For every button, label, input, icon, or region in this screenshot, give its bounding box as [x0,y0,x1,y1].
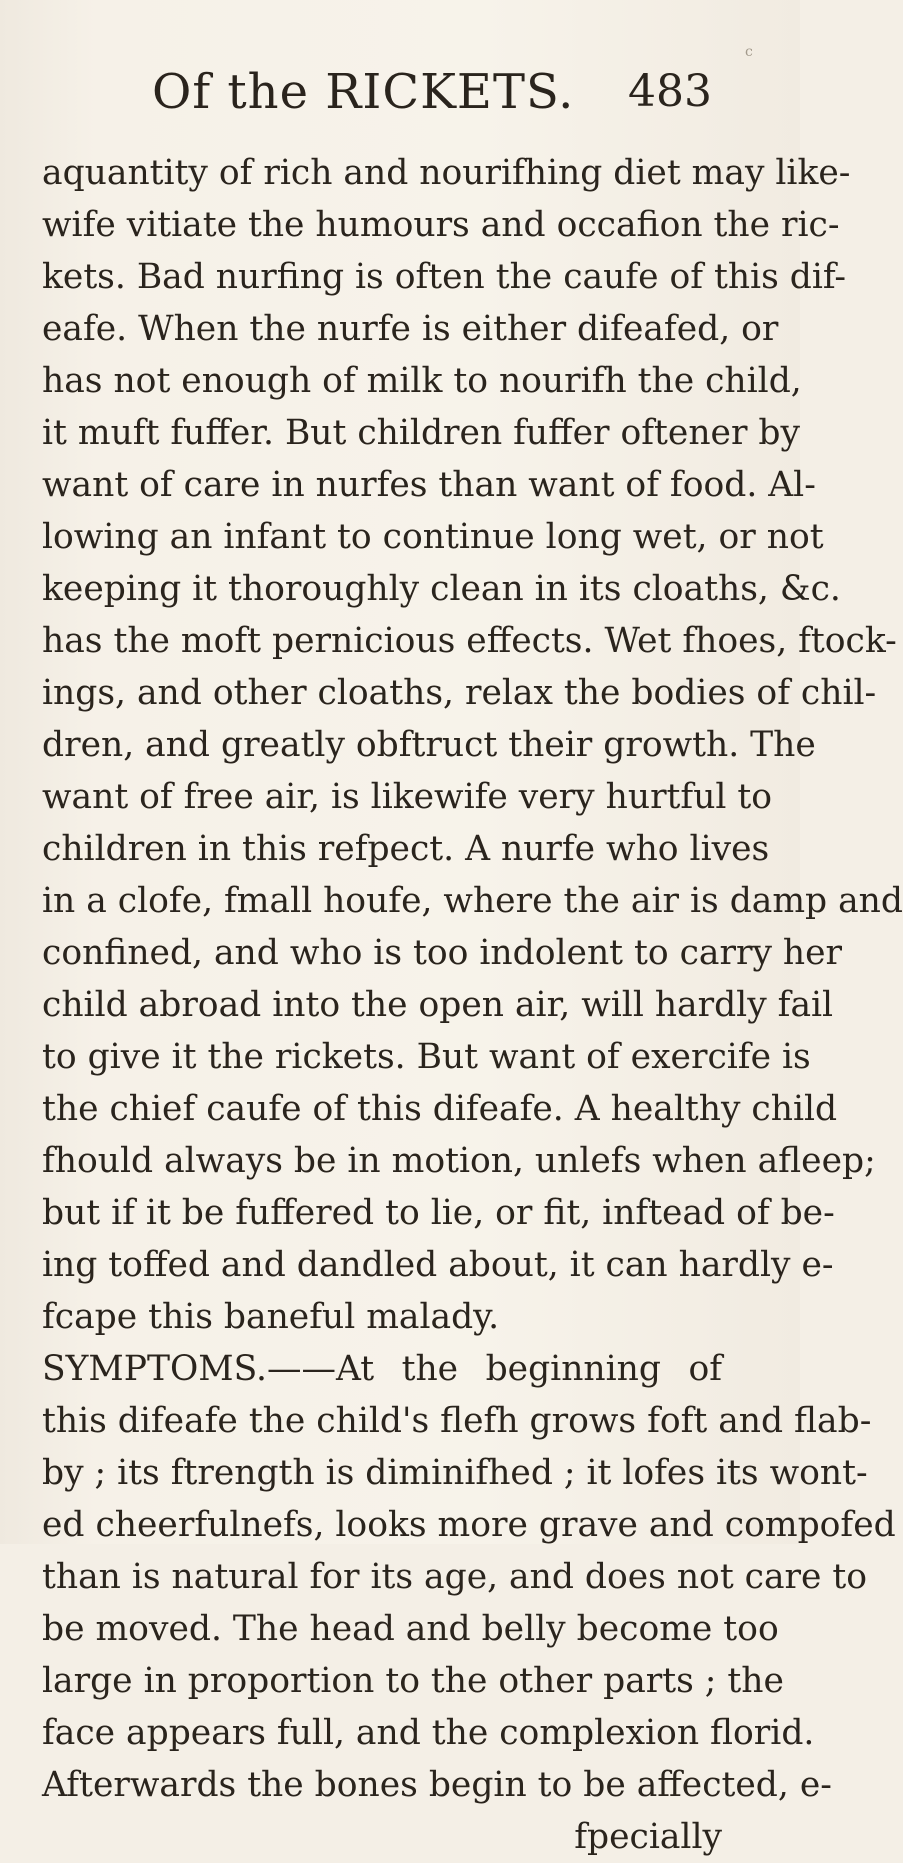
body-text [42,147,903,1863]
corner-speck: c [745,44,753,60]
text-line: by ; its ftrength is diminifhed ; it lofes its wont- [42,1453,868,1493]
text-line: dren, and greatly obftruct their growth. The [42,725,816,765]
text-line: to give it the rickets. But want of exercife is [42,1037,811,1077]
text-line: face appears full, and the complexion florid. [42,1713,815,1753]
text-line: fhould always be in motion, unlefs when afleep; [42,1141,876,1181]
text-line: lowing an infant to continue long wet, or not [42,517,824,557]
text-line: child abroad into the open air, will hardly fail [42,985,834,1025]
running-title: Of the RICKETS. [152,64,575,120]
text-line: than is natural for its age, and does not care to [42,1557,868,1597]
text-line: children in this refpect. A nurfe who lives [42,829,770,869]
text-line: wife vitiate the humours and occafion the ric- [42,205,840,245]
text-line: confined, and who is too indolent to carry her [42,933,843,973]
page-number: 483 [628,66,712,117]
text-line: large in proportion to the other parts ; the [42,1661,784,1701]
text-line: Afterwards the bones begin to be affected, e- [42,1765,832,1805]
text-line: want of free air, is likewife very hurtful to [42,777,773,817]
text-line: eafe. When the nurfe is either difeafed, or [42,309,779,349]
text-line: aquantity of rich and nourifhing diet may like- [42,153,851,193]
text-line: the chief caufe of this difeafe. A healthy child [42,1089,838,1129]
text-line: keeping it thoroughly clean in its cloaths, &c. [42,569,841,609]
catchword: fpecially [574,1817,722,1857]
text-line: ings, and other cloaths, relax the bodies of chil- [42,673,877,713]
text-line: ing toffed and dandled about, it can hardly e- [42,1245,834,1285]
text-line: it muft fuffer. But children fuffer oftener by [42,413,801,453]
text-line: has not enough of milk to nourifh the child, [42,361,802,401]
text-line: has the moft pernicious effects. Wet fhoes, ftock- [42,621,897,661]
text-line: but if it be fuffered to lie, or fit, inftead of be- [42,1193,835,1233]
text-line: ed cheerfulnefs, looks more grave and compofed [42,1505,896,1545]
text-line: want of care in nurfes than want of food. Al- [42,465,816,505]
text-line: in a clofe, fmall houfe, where the air is damp and [42,881,903,921]
text-line: kets. Bad nurfing is often the caufe of this dif- [42,257,847,297]
section-heading-line: SYMPTOMS.——At the beginning of [42,1349,722,1389]
text-line: this difeafe the child's flefh grows foft and flab- [42,1401,872,1441]
text-line: be moved. The head and belly become too [42,1609,779,1649]
text-line: fcape this baneful malady. [42,1297,500,1337]
page-header [0,62,800,122]
